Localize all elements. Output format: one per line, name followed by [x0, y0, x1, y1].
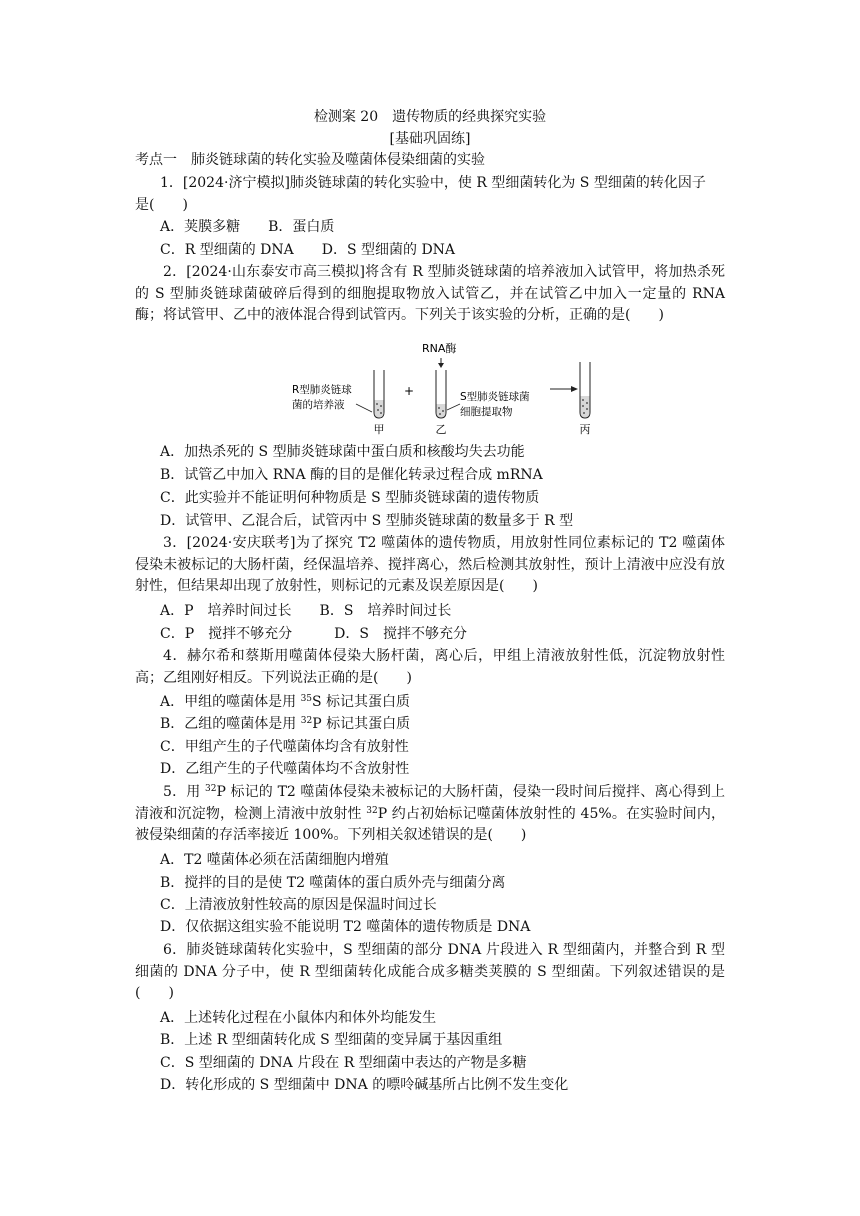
- question-4-option-d: D．乙组产生的子代噬菌体均不含放射性: [160, 761, 410, 777]
- question-6-option-a: A．上述转化过程在小鼠体内和体外均能发生: [160, 1010, 437, 1026]
- experiment-diagram: [290, 338, 610, 440]
- s-extract-label-line-1: S型肺炎链球菌: [460, 391, 530, 403]
- question-1-stem-line-2: 是( ): [135, 197, 188, 213]
- question-3-stem: 3．[2024·安庆联考]为了探究 T2 噬菌体的遗传物质，用放射性同位素标记的 T2 噬菌体侵染未被标记的大肠杆菌，经保温培养、搅拌离心，然后检测其放射性，预计上清液中应没有放射性，但结果却出现了放射性，则标记的元素及误差原因是( ): [135, 535, 725, 594]
- question-3-options-ab: A．P 培养时间过长 B．S 培养时间过长: [160, 603, 452, 619]
- question-6-option-c: C．S 型细菌的 DNA 片段在 R 型细菌中表达的产物是多糖: [160, 1055, 527, 1071]
- question-4-stem: 4．赫尔希和蔡斯用噬菌体侵染大肠杆菌，离心后，甲组上清液放射性低，沉淀物放射性高；乙组刚好相反。下列说法正确的是( ): [135, 648, 725, 686]
- question-1-options-cd: C．R 型细菌的 DNA D．S 型细菌的 DNA: [160, 242, 456, 258]
- question-5-option-d: D．仅依据这组实验不能说明 T2 噬菌体的遗传物质是 DNA: [160, 919, 531, 935]
- tube-yi: [436, 370, 446, 418]
- question-3-options-cd: C．P 搅拌不够充分 D．S 搅拌不够充分: [160, 626, 467, 642]
- section-heading: 考点一 肺炎链球菌的转化实验及噬菌体侵染细菌的实验: [135, 152, 485, 168]
- tube-bing: [580, 362, 590, 418]
- question-1-stem-line-1: 1．[2024·济宁模拟]肺炎链球菌的转化实验中，使 R 型细菌转化为 S 型细菌的转化因子: [160, 175, 706, 191]
- page-title: 检测案 20 遗传物质的经典探究实验: [313, 109, 547, 125]
- rna-enzyme-label: RNA酶: [422, 342, 457, 355]
- s-extract-pointer: [447, 404, 460, 410]
- question-2-option-a: A．加热杀死的 S 型肺炎链球菌中蛋白质和核酸均失去功能: [160, 444, 525, 460]
- tube-yi-label: 乙: [435, 423, 447, 436]
- question-4-option-c: C．甲组产生的子代噬菌体均含有放射性: [160, 739, 409, 755]
- tube-bing-label: 丙: [579, 423, 591, 436]
- rna-arrow-head: [438, 363, 444, 368]
- question-6-option-d: D．转化形成的 S 型细菌中 DNA 的嘌呤碱基所占比例不发生变化: [160, 1077, 569, 1093]
- question-1-options-ab: A．荚膜多糖 B．蛋白质: [160, 219, 335, 235]
- question-6-option-b: B．上述 R 型细菌转化成 S 型细菌的变异属于基因重组: [160, 1032, 503, 1048]
- question-2-option-d: D．试管甲、乙混合后，试管丙中 S 型肺炎链球菌的数量多于 R 型: [160, 513, 574, 529]
- question-5-stem: 5．用 $^{32}$P 标记的 T2 噬菌体侵染未被标记的大肠杆菌，侵染一段时间后搅拌、离心得到上清液和沉淀物，检测上清液中放射性 $^{32}$P 约占初始标记噬菌体放射性的 45%。在实验时间内，被侵染细菌的存活率接近 100%。下列相关叙述错误的是( ): [135, 784, 726, 843]
- page-subtitle: [基础巩固练]: [389, 131, 471, 147]
- tube-jia: [374, 370, 384, 418]
- question-6-stem: 6．肺炎链球菌转化实验中，S 型细菌的部分 DNA 片段进入 R 型细菌内，并整合到 R 型细菌的 DNA 分子中，使 R 型细菌转化成能合成多糖类荚膜的 S 型细菌。下列叙述错误的是( ): [135, 942, 725, 1001]
- s-extract-label-line-2: 细胞提取物: [460, 406, 513, 418]
- question-5-option-a: A．T2 噬菌体必须在活菌细胞内增殖: [160, 852, 389, 868]
- question-4-option-b: B．乙组的噬菌体是用 $^{32}$P 标记其蛋白质: [160, 716, 411, 732]
- question-2-option-c: C．此实验并不能证明何种物质是 S 型肺炎链球菌的遗传物质: [160, 490, 540, 506]
- question-5-option-c: C．上清液放射性较高的原因是保温时间过长: [160, 897, 437, 913]
- plus-sign: +: [403, 384, 415, 398]
- question-4-option-a: A．甲组的噬菌体是用 $^{35}$S 标记其蛋白质: [160, 694, 411, 710]
- r-culture-label-line-1: R型肺炎链球: [292, 384, 352, 396]
- mix-arrow-head: [571, 386, 578, 392]
- tube-jia-label: 甲: [373, 423, 385, 436]
- question-2-stem: 2．[2024·山东泰安市高三模拟]将含有 R 型肺炎链球菌的培养液加入试管甲，将加热杀死的 S 型肺炎链球菌破碎后得到的细胞提取物放入试管乙，并在试管乙中加入一定量的 RNA 酶；将试管甲、乙中的液体混合得到试管丙。下列关于该实验的分析，正确的是( ): [135, 264, 725, 323]
- r-culture-label-line-2: 菌的培养液: [292, 399, 345, 411]
- question-5-option-b: B．搅拌的目的是使 T2 噬菌体的蛋白质外壳与细菌分离: [160, 875, 506, 891]
- question-2-option-b: B．试管乙中加入 RNA 酶的目的是催化转录过程合成 mRNA: [160, 467, 543, 483]
- r-culture-pointer: [356, 404, 372, 412]
